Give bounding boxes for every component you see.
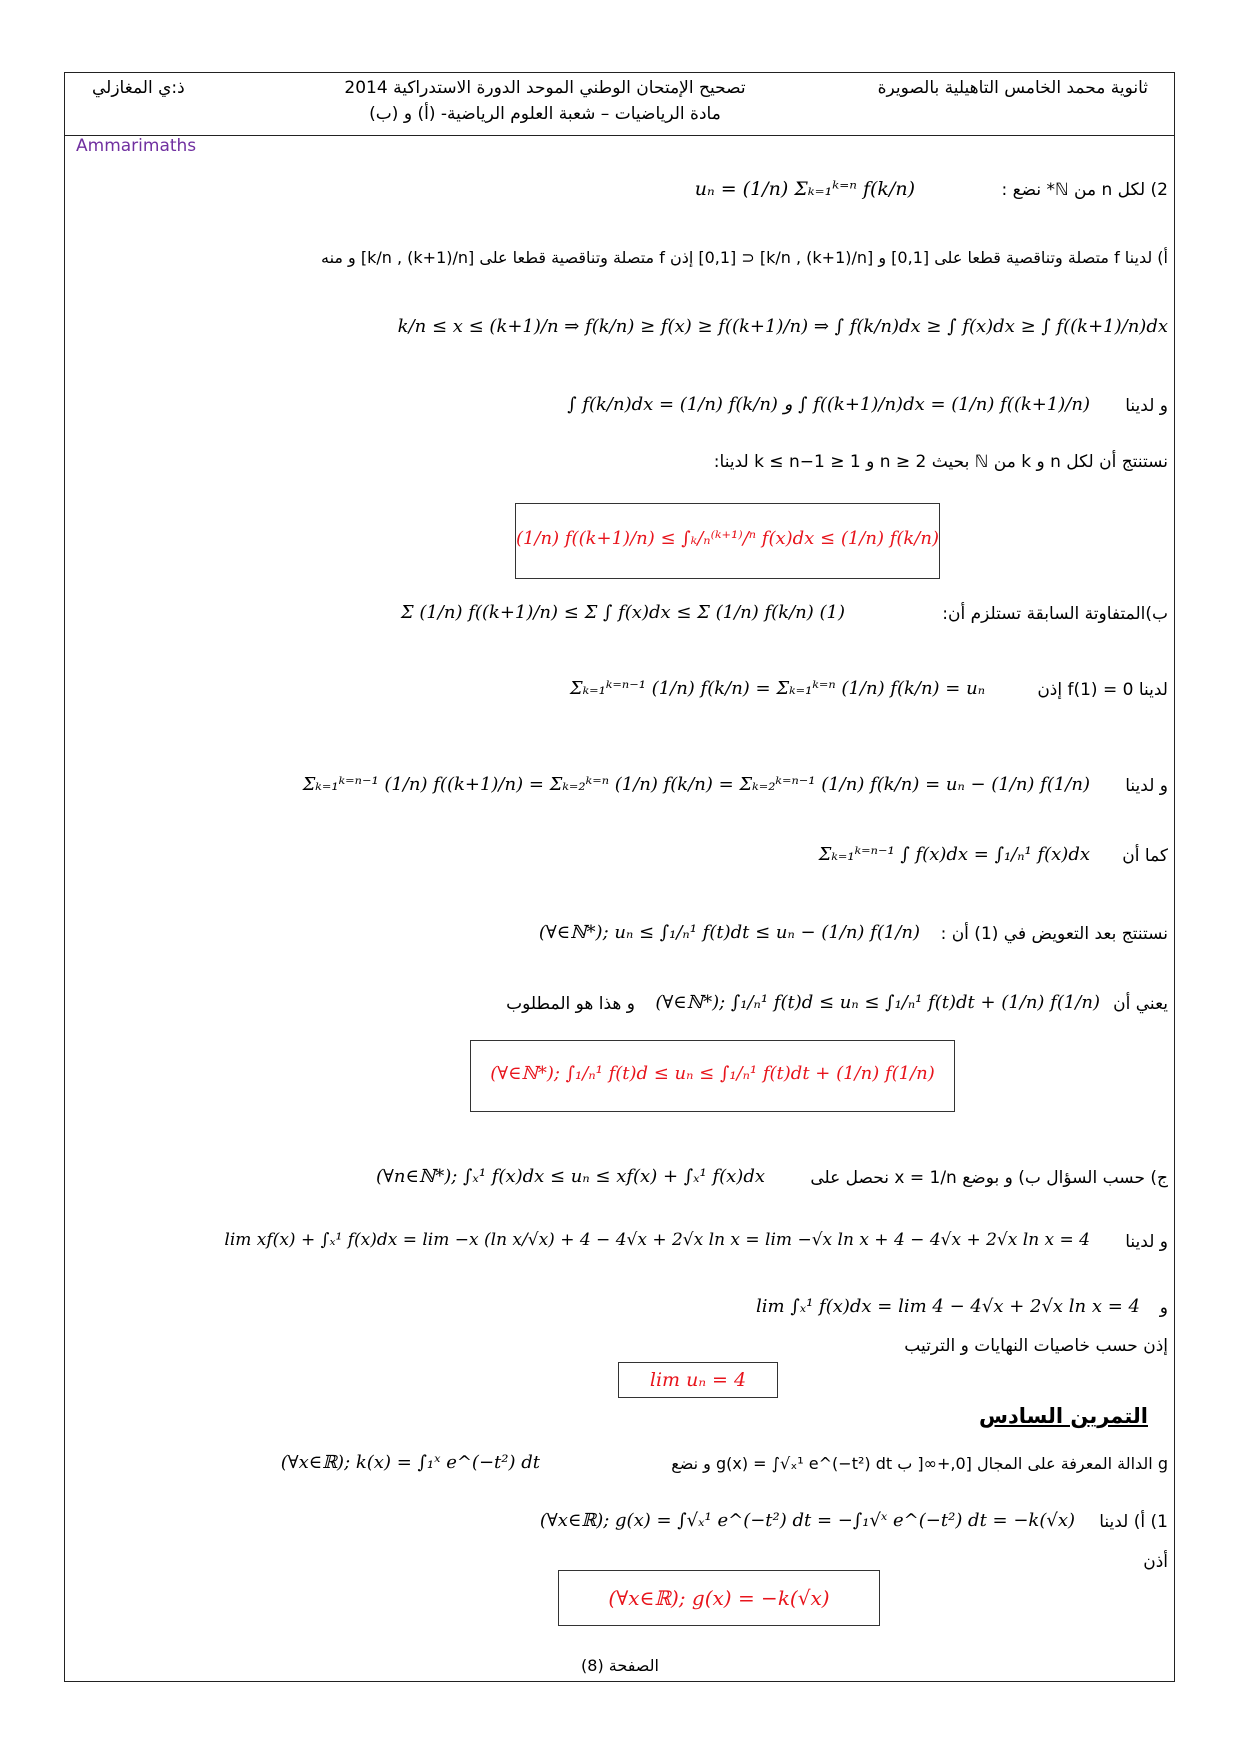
part-b-subst-text: نستنتج بعد التعويض في (1) أن : [940, 924, 1168, 944]
result-box-4 [558, 1570, 880, 1626]
exercise-6-q1: (∀x∈ℝ); g(x) = ∫√ₓ¹ e^(−t²) dt = −∫₁√ˣ e^(−t²) dt = −k(√x) [539, 1510, 1075, 1531]
part-b-sum2: Σₖ₌₁ᵏ⁼ⁿ⁻¹ (1/n) f((k+1)/n) = Σₖ₌₂ᵏ⁼ⁿ (1/n) f(k/n) = Σₖ₌₂ᵏ⁼ⁿ⁻¹ (1/n) f(k/n) = uₙ − (1/n) f(1/n) [302, 774, 1090, 795]
exercise-6-title: التمرين السادس [979, 1404, 1148, 1428]
part-b-chasles-text: كما أن [1122, 846, 1168, 866]
exercise-6-then: أذن [1143, 1552, 1168, 1572]
result-box-1 [515, 503, 940, 579]
part-c-lim2: lim ∫ₓ¹ f(x)dx = lim 4 − 4√x + 2√x ln x = 4 [756, 1296, 1140, 1317]
part-c-inequality: (∀n∈ℕ*); ∫ₓ¹ f(x)dx ≤ uₙ ≤ xf(x) + ∫ₓ¹ f(x)dx [375, 1166, 765, 1187]
part-a-intro: أ) لدينا f متصلة وتناقصية قطعا على [0,1] و [k/n , (k+1)/n] ⊂ [0,1] إذن f متصلة وتناقصية قطعا على [k/n , (k+1)/n] و منه [320, 248, 1168, 267]
un-definition: uₙ = (1/n) Σₖ₌₁ᵏ⁼ⁿ f(k/n) [694, 178, 915, 200]
part-c-lim2-text: و [1159, 1298, 1168, 1318]
part-b-chasles: Σₖ₌₁ᵏ⁼ⁿ⁻¹ ∫ f(x)dx = ∫₁/ₙ¹ f(x)dx [818, 844, 1090, 865]
part-c-lim1: lim xf(x) + ∫ₓ¹ f(x)dx = lim −x (ln x/√x) + 4 − 4√x + 2√x ln x = lim −√x ln x + 4 − 4√x + 2√x ln x = 4 [224, 1230, 1090, 1250]
exercise-6-k-definition: (∀x∈ℝ); k(x) = ∫₁ˣ e^(−t²) dt [280, 1452, 540, 1473]
part-b-mean: (∀∈ℕ*); ∫₁/ₙ¹ f(t)d ≤ uₙ ≤ ∫₁/ₙ¹ f(t)dt + (1/n) f(1/n) [655, 992, 1100, 1013]
part-b-inequality-1: Σ (1/n) f((k+1)/n) ≤ Σ ∫ f(x)dx ≤ Σ (1/n) f(k/n) (1) [400, 602, 845, 623]
brand-label: Ammarimaths [76, 136, 197, 156]
header-divider [64, 135, 1175, 136]
part-c-conclusion: إذن حسب خاصيات النهايات و الترتيب [904, 1336, 1168, 1356]
part-b-f1-sum: Σₖ₌₁ᵏ⁼ⁿ⁻¹ (1/n) f(k/n) = Σₖ₌₁ᵏ⁼ⁿ (1/n) f(k/n) = uₙ [569, 678, 985, 699]
document-title: تصحيح الإمتحان الوطني الموحد الدورة الاستدراكية 2014 [344, 78, 746, 98]
page-number: الصفحة (8) [581, 1656, 659, 1675]
part-c-intro: ج) حسب السؤال ب) و بوضع x = 1/n نحصل على [810, 1168, 1168, 1188]
exercise-6-q1-text: 1) أ) لدينا [1099, 1512, 1168, 1532]
part-b-subst: (∀∈ℕ*); uₙ ≤ ∫₁/ₙ¹ f(t)dt ≤ uₙ − (1/n) f(1/n) [538, 922, 920, 943]
result-box-2-formula: (∀∈ℕ*); ∫₁/ₙ¹ f(t)d ≤ uₙ ≤ ∫₁/ₙ¹ f(t)dt + (1/n) f(1/n) [490, 1063, 935, 1084]
part-a-and-we-have: و لدينا [1125, 396, 1168, 416]
teacher-name: ذ:ي المغازلي [92, 78, 185, 98]
part-c-lim1-text: و لدينا [1125, 1232, 1168, 1252]
result-box-3 [618, 1362, 778, 1398]
part-b-required-text: و هذا هو المطلوب [506, 994, 635, 1014]
part-a-inequality: k/n ≤ x ≤ (k+1)/n ⇒ f(k/n) ≥ f(x) ≥ f((k+1)/n) ⇒ ∫ f(k/n)dx ≥ ∫ f(x)dx ≥ ∫ f((k+1)/n)dx [397, 316, 1168, 337]
result-box-2 [470, 1040, 955, 1112]
exercise-6-definition: g الدالة المعرفة على المجال [0,+∞[ ب g(x) = ∫√ₓ¹ e^(−t²) dt و نضع [671, 1454, 1168, 1473]
document-subtitle: مادة الرياضيات – شعبة العلوم الرياضية- (أ) و (ب) [369, 104, 721, 124]
part-b-mean-text: يعني أن [1113, 994, 1168, 1014]
school-name: ثانوية محمد الخامس التاهيلية بالصويرة [877, 78, 1148, 98]
result-box-1-formula: (1/n) f((k+1)/n) ≤ ∫ₖ/ₙ⁽ᵏ⁺¹⁾/ⁿ f(x)dx ≤ (1/n) f(k/n) [516, 528, 939, 549]
result-box-3-formula: lim uₙ = 4 [649, 1369, 747, 1391]
page-frame [64, 72, 1175, 1682]
part-a-integral-values: ∫ f(k/n)dx = (1/n) f(k/n) و ∫ f((k+1)/n)dx = (1/n) f((k+1)/n) [567, 394, 1090, 415]
q2-intro-text: 2) لكل n من ℕ* نضع : [1001, 180, 1168, 200]
part-b-intro: ب)المتفاوتة السابقة تستلزم أن: [942, 604, 1168, 624]
part-b-sum2-text: و لدينا [1125, 776, 1168, 796]
part-a-conclusion: نستنتج أن لكل n و k من ℕ بحيث n ≥ 2 و 1 ≤ k ≤ n−1 لدينا: [713, 452, 1168, 472]
part-b-f1-text: لدينا f(1) = 0 إذن [1037, 680, 1168, 700]
result-box-4-formula: (∀x∈ℝ); g(x) = −k(√x) [608, 1586, 830, 1610]
